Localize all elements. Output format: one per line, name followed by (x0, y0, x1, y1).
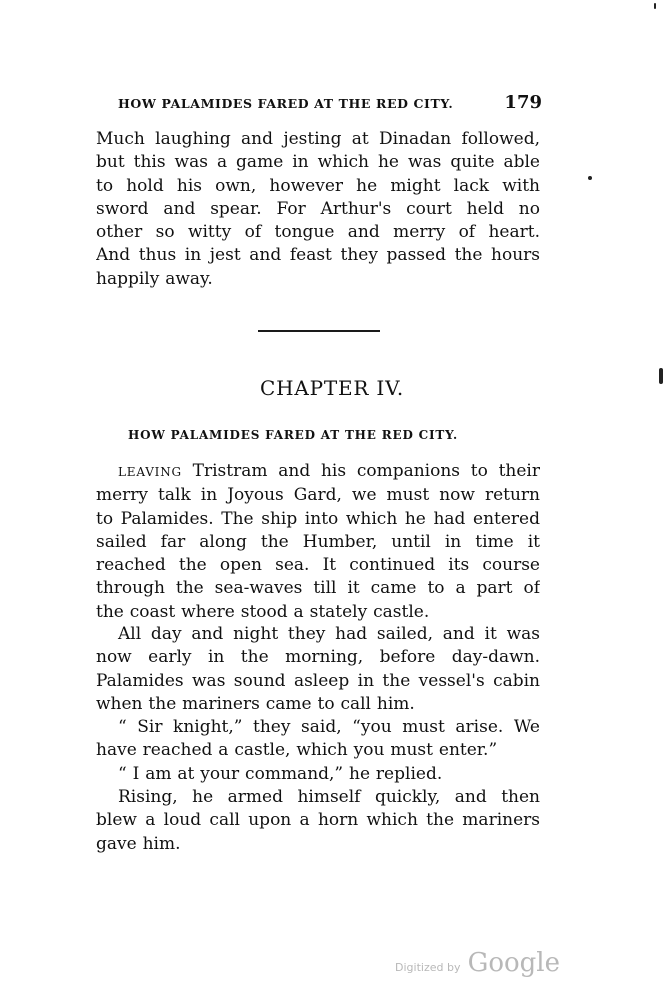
digitized-watermark (395, 948, 560, 978)
text-line: other so witty of tongue and merry of heart. (96, 222, 540, 243)
page-number: 179 (504, 92, 542, 113)
text-line: gave him. (96, 833, 181, 854)
chapter-paragraph-5 (96, 786, 540, 856)
text-line: have reached a castle, which you must enter.” (96, 740, 498, 761)
text-line: through the sea-waves till it came to a part of (96, 578, 540, 599)
text-line: Palamides was sound asleep in the vessel's cabin (96, 670, 540, 691)
text-line: Much laughing and jesting at Dinadan followed, (96, 129, 540, 149)
continuation-paragraph (96, 128, 540, 291)
text-line: merry talk in Joyous Gard, we must now return (96, 485, 540, 506)
drop-word (118, 461, 182, 481)
scan-speck (659, 368, 663, 384)
text-line: reached the open sea. It continued its course (96, 555, 540, 576)
text-line: now early in the morning, before day-dawn. (96, 647, 540, 668)
text-line: the coast where stood a stately castle. (96, 601, 430, 622)
text-line: All day and night they had sailed, and it was (118, 624, 540, 644)
text-line: sailed far along the Humber, until in time it (96, 531, 540, 552)
text-line: to hold his own, however he might lack with (96, 175, 540, 196)
scan-speck (654, 3, 656, 9)
section-divider-rule (258, 330, 380, 332)
drop-word-text: LEAVING (118, 465, 182, 479)
text-line: to Palamides. The ship into which he had entered (96, 508, 540, 529)
running-head (118, 94, 542, 116)
watermark-prefix: Digitized by (395, 961, 461, 974)
text-line: “ Sir knight,” they said, “you must arise. We (118, 717, 540, 737)
text-line: happily away. (96, 268, 213, 289)
chapter-subtitle: HOW PALAMIDES FARED AT THE RED CITY. (128, 428, 458, 442)
chapter-paragraph-4 (96, 763, 540, 786)
text-line (96, 460, 540, 484)
chapter-heading: CHAPTER IV. (259, 376, 404, 400)
text-line: “ I am at your command,” he replied. (118, 764, 443, 784)
chapter-paragraph-1 (96, 460, 540, 624)
first-line-rest: Tristram and his companions to their (181, 461, 540, 481)
scan-speck (588, 176, 592, 180)
text-line: blew a loud call upon a horn which the mariners (96, 810, 540, 831)
text-line: Rising, he armed himself quickly, and then (118, 787, 540, 807)
text-line: when the mariners came to call him. (96, 693, 415, 714)
chapter-paragraph-2 (96, 623, 540, 716)
chapter-paragraph-3 (96, 716, 540, 763)
text-line: sword and spear. For Arthur's court held no (96, 198, 540, 219)
text-line: And thus in jest and feast they passed the hours (96, 245, 540, 266)
text-line: but this was a game in which he was quite able (96, 152, 540, 173)
google-logo: Google (467, 948, 560, 978)
running-title: HOW PALAMIDES FARED AT THE RED CITY. (118, 96, 454, 111)
